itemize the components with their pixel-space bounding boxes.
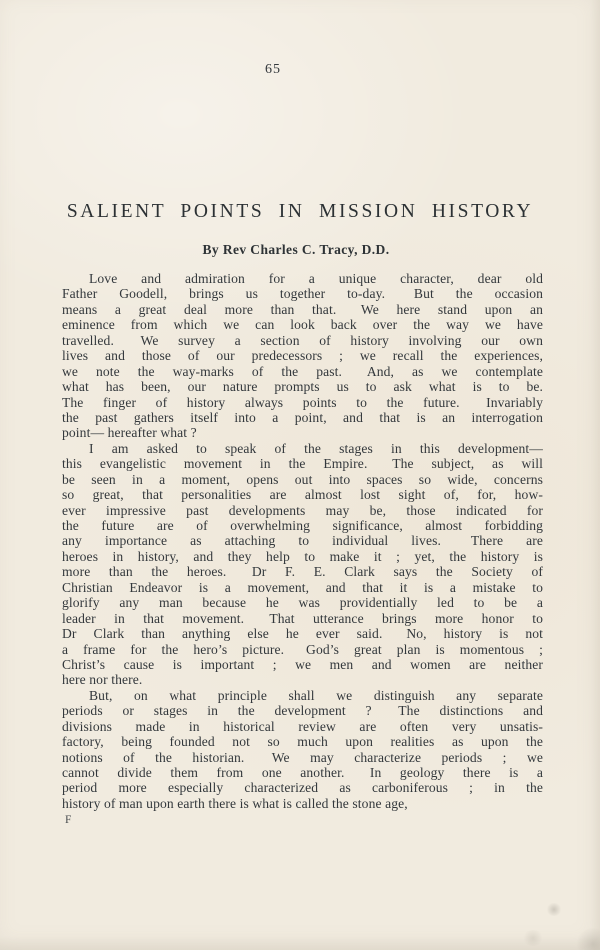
text-line: lives and those of our predecessors ; we recall the experiences,: [62, 348, 543, 364]
text-line: travelled. We survey a section of history involving our own: [62, 332, 543, 348]
text-line: glorify any man because he was providentially led to be a: [62, 595, 543, 611]
paragraph: [62, 441, 543, 688]
scan-smudge: [546, 903, 562, 916]
text-line: so great, that personalities are almost lost sight of, for, how-: [62, 487, 543, 503]
text-line: Dr Clark than anything else he ever said. No, history is not: [62, 626, 543, 642]
text-line: Father Goodell, brings us together to-day. But the occasion: [62, 286, 543, 302]
paragraph: [62, 688, 543, 812]
text-line: cannot divide them from one another. In geology there is a: [62, 765, 543, 780]
text-line: divisions made in historical review are often very unsatis-: [62, 718, 543, 734]
article-body: [62, 271, 543, 811]
article-byline: By Rev Charles C. Tracy, D.D.: [202, 242, 390, 257]
text-line: leader in that movement. That utterance brings more honor to: [62, 610, 543, 626]
scan-smudge: [522, 930, 544, 946]
text-line: this evangelistic movement in the Empire. The subject, as will: [62, 456, 543, 472]
text-line: Christ’s cause is important ; we men and women are neither: [62, 656, 543, 672]
text-line: a frame for the hero’s picture. God’s great plan is momentous ;: [62, 641, 543, 657]
text-line: eminence from which we can look back over the way we have: [62, 317, 543, 333]
text-line: be seen in a moment, opens out into spaces so wide, concerns: [62, 471, 543, 487]
article-title: SALIENT POINTS IN MISSION HISTORY: [66, 201, 534, 222]
text-line: history of man upon earth there is what is called the stone age,: [62, 795, 408, 811]
text-line: the future are of overwhelming significance, almost forbidding: [62, 518, 543, 533]
text-line: point— hereafter what ?: [62, 425, 197, 441]
page-number: 65: [265, 62, 281, 77]
paragraph: [62, 271, 543, 441]
text-line: The finger of history always points to the future. Invariably: [62, 394, 543, 410]
scan-corner-shadow: [576, 928, 600, 950]
text-line: factory, being founded not so much upon realities as upon the: [62, 734, 543, 750]
text-line: notions of the historian. We may characterize periods ; we: [62, 749, 543, 765]
text-line: periods or stages in the development ? The distinctions and: [62, 703, 543, 719]
text-line: I am asked to speak of the stages in this development—: [89, 440, 543, 456]
text-line: what has been, our nature prompts us to ask what is to be.: [62, 379, 543, 395]
text-line: here nor there.: [62, 672, 143, 688]
text-line: more than the heroes. Dr F. E. Clark says the Society of: [62, 564, 543, 580]
printers-signature-mark: F: [65, 814, 73, 826]
text-line: But, on what principle shall we distinguish any separate: [89, 687, 543, 703]
text-line: we note the way-marks of the past. And, as we contemplate: [62, 363, 543, 379]
text-line: ever impressive past developments may be, those indicated for: [62, 502, 543, 518]
text-line: period more especially characterized as carboniferous ; in the: [62, 780, 543, 796]
text-line: the past gathers itself into a point, and that is an interrogation: [62, 409, 543, 425]
text-line: means a great deal more than that. We here stand upon an: [62, 301, 543, 317]
text-line: Christian Endeavor is a movement, and that it is a mistake to: [62, 579, 543, 595]
text-line: heroes in history, and they help to make it ; yet, the history is: [62, 548, 543, 564]
text-line: any importance as attaching to individual lives. There are: [62, 533, 543, 549]
text-line: Love and admiration for a unique character, dear old: [89, 271, 543, 286]
